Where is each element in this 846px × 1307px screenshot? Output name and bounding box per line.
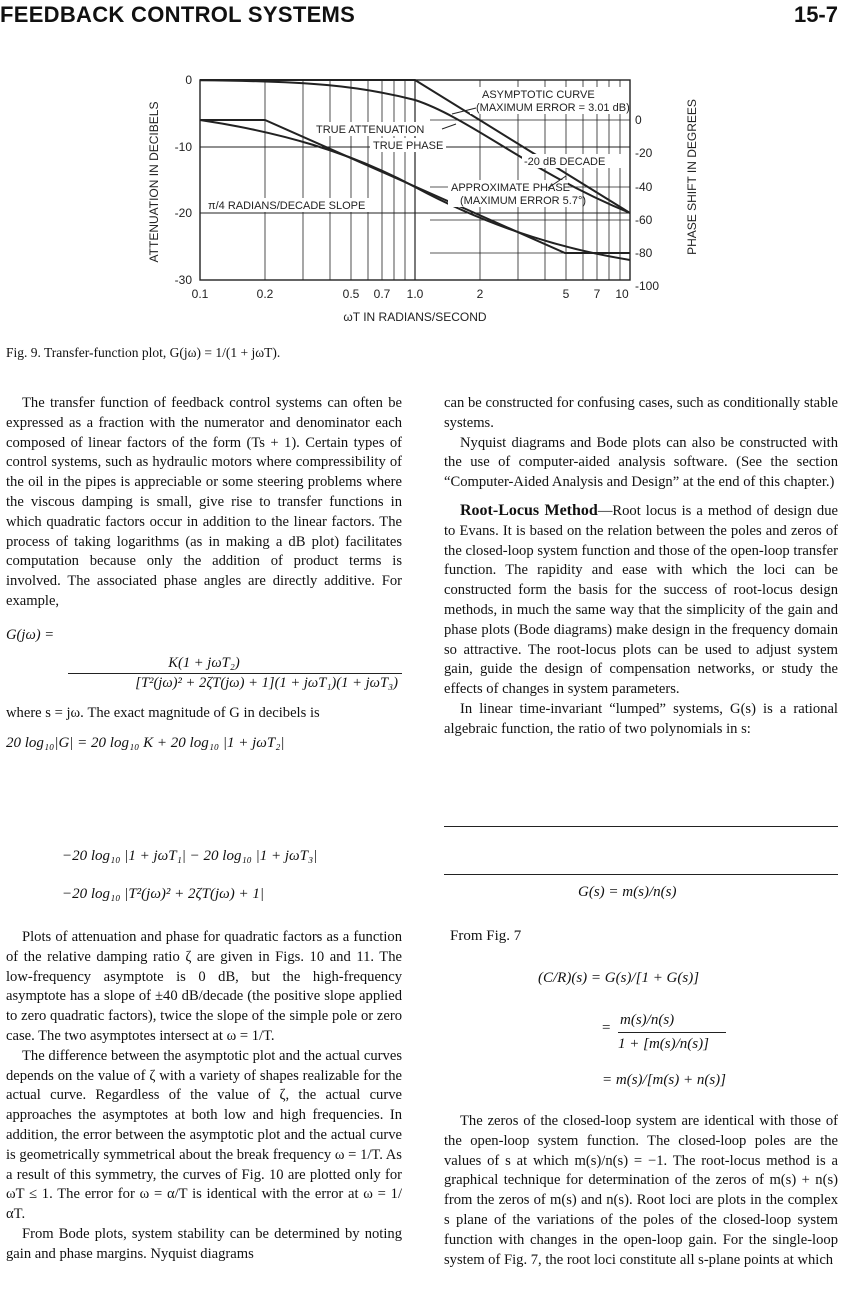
- equation-line: −20 log₁₀ |T²(jω)² + 2ζT(jω) + 1|: [62, 886, 264, 902]
- annotation: -20 dB DECADE: [524, 156, 606, 168]
- x-tick: 2: [476, 287, 484, 301]
- page-number: 15-7: [793, 2, 838, 27]
- equation-numerator: m(s)/n(s): [620, 1012, 675, 1028]
- figure-caption: Fig. 9. Transfer-function plot, G(jω) = 1/(1 + jωT).: [6, 345, 281, 360]
- annotation: (MAXIMUM ERROR = 3.01 dB): [476, 102, 630, 114]
- paragraph: can be constructed for confusing cases, such as conditionally stable systems.: [444, 395, 838, 431]
- y-right-label: PHASE SHIFT IN DEGREES: [685, 99, 699, 255]
- paragraph: Nyquist diagrams and Bode plots can also be constructed with the use of computer-aided analysis software. (See the section “Computer-Aided Analysis and Design” at the end of this chapter.): [444, 434, 838, 491]
- x-tick: 0.2: [256, 287, 274, 301]
- equation-line: = m(s)/[m(s) + n(s)]: [602, 1072, 726, 1088]
- left-tick: -10: [174, 140, 192, 154]
- annotation: (MAXIMUM ERROR 5.7°): [460, 195, 587, 207]
- x-tick: 0.5: [342, 287, 360, 301]
- x-tick: 0.7: [373, 287, 391, 301]
- x-tick: 7: [593, 287, 601, 301]
- paragraph: Root-Locus Method—Root locus is a method of design due to Evans. It is based on the relation between the poles and zeros of the closed-loop system function and those of the open-loop transfer function. The rapidity and ease with which the loci can be constructed form the basis for the success of root-locus design methods, in much the same way that the simplicity of the gain and phase plots (Bode diagrams) make design in the frequency domain so attractive. The root-locus plots can be used to adjust system gain, guide the design of compensation networks, or study the effects of changes in system parameters.: [444, 501, 839, 698]
- left-tick: -30: [174, 273, 192, 287]
- left-column: [6, 394, 402, 754]
- from-fig: From Fig. 7: [450, 928, 522, 944]
- right-tick: -40: [635, 180, 653, 194]
- annotation: TRUE PHASE: [373, 140, 444, 152]
- right-column-lower: [444, 1112, 838, 1270]
- annotation: π/4 RADIANS/DECADE SLOPE: [208, 200, 366, 212]
- right-tick: -20: [635, 146, 653, 160]
- left-tick: 0: [185, 73, 192, 87]
- equation-cr: (C/R)(s) = G(s)/[1 + G(s)]: [538, 970, 700, 986]
- fraction-bar: [618, 1032, 726, 1033]
- equation-g: G(jω) =: [6, 626, 55, 643]
- chapter-title: FEEDBACK CONTROL SYSTEMS: [0, 2, 356, 27]
- x-tick: 0.1: [191, 287, 209, 301]
- paragraph: In linear time-invariant “lumped” systems, G(s) is a rational algebraic function, the ratio of two polynomials in s:: [444, 700, 838, 737]
- paragraph: The transfer function of feedback control systems can often be expressed as a fraction with the numerator and denominator each composed of linear factors of the form (Ts + 1). Certain types of control systems, such as hydraulic motors where compressibility of the oil in the pipes is appreciable or some steering problems where the viscous damping is small, give rise to transfer functions in which quadratic factors occur in addition to the linear factors. The process of taking logarithms (as in making a dB plot) facilitates computation because only the addition of product terms is involved. The associated phase angles are directly additive. For example,: [6, 395, 402, 609]
- paragraph: The difference between the asymptotic plot and the actual curves depends on the value of ζ with a variety of shapes realizable for the actual curve. Regardless of the value of ζ, the actual curve approaches the asymptotes at both low and high frequencies. In addition, the error between the asymptotic plot and the actual curve is geometrically symmetrical about the break frequency ω = 1/T. As a result of this symmetry, the curves of Fig. 10 are plotted only for ωT ≤ 1. The error for ω = α/T is identical with the error at ω = 1/αT.: [6, 1047, 402, 1223]
- annotation: TRUE ATTENUATION: [316, 124, 425, 136]
- x-axis-label: ωT IN RADIANS/SECOND: [343, 310, 487, 324]
- running-header: [0, 0, 846, 34]
- y-left-label: ATTENUATION IN DECIBELS: [147, 101, 161, 263]
- x-tick: 1.0: [406, 287, 424, 301]
- rule: [444, 826, 838, 827]
- paragraph: The zeros of the closed-loop system are identical with those of the open-loop system function. The closed-loop poles are the values of s at which m(s)/n(s) = −1. The root-locus method is a graphical technique for determination of the zeros of m(s) + n(s) from the zeros of m(s) and n(s). Root loci are plots in the complex s plane of the variations of the poles of the closed-loop system function with changes in the open-loop gain. For the single-loop system of Fig. 7, the root loci constitute all s-plane points at which: [444, 1113, 838, 1268]
- rule: [444, 874, 838, 875]
- paragraph: From Bode plots, system stability can be determined by noting gain and phase margins. Nyquist diagrams: [6, 1225, 402, 1262]
- equation-denominator: [T²(jω)² + 2ζT(jω) + 1](1 + jωT₁)(1 + jωT₃): [135, 675, 398, 692]
- paragraph: Plots of attenuation and phase for quadratic factors as a function of the relative damping ratio ζ are given in Figs. 10 and 11. The low-frequency asymptote is 0 dB, but the high-frequency asymptote has a slope of ±40 dB/decade (the positive slope applied to zero quadratic factors), twice the slope of the simple pole or zero case. The two asymptotes intersect at ω = 1/T.: [6, 929, 402, 1044]
- annotation: ASYMPTOTIC CURVE: [482, 89, 595, 101]
- equation-numerator: K(1 + jωT₂): [168, 654, 240, 671]
- right-tick: -80: [635, 246, 653, 260]
- equals-sign: =: [602, 1020, 611, 1036]
- equation-line: 20 log₁₀|G| = 20 log₁₀ K + 20 log₁₀ |1 + jωT₂|: [6, 734, 285, 751]
- left-tick: -20: [174, 206, 192, 220]
- left-column-lower: [6, 928, 402, 1265]
- equation-gs: G(s) = m(s)/n(s): [578, 884, 677, 900]
- annotation: APPROXIMATE PHASE: [451, 182, 570, 194]
- section-heading: Root-Locus Method: [460, 501, 598, 519]
- right-column: [444, 394, 838, 740]
- right-tick: -100: [635, 279, 660, 293]
- equation-line: −20 log₁₀ |1 + jωT₁| − 20 log₁₀ |1 + jωT₃|: [62, 848, 318, 864]
- right-tick: -60: [635, 213, 653, 227]
- x-tick: 5: [562, 287, 570, 301]
- equation-denominator: 1 + [m(s)/n(s)]: [618, 1036, 709, 1052]
- x-tick: 10: [615, 287, 629, 301]
- right-tick: 0: [635, 113, 642, 127]
- transfer-function-plot: [130, 72, 730, 334]
- paragraph: where s = jω. The exact magnitude of G in decibels is: [6, 705, 320, 722]
